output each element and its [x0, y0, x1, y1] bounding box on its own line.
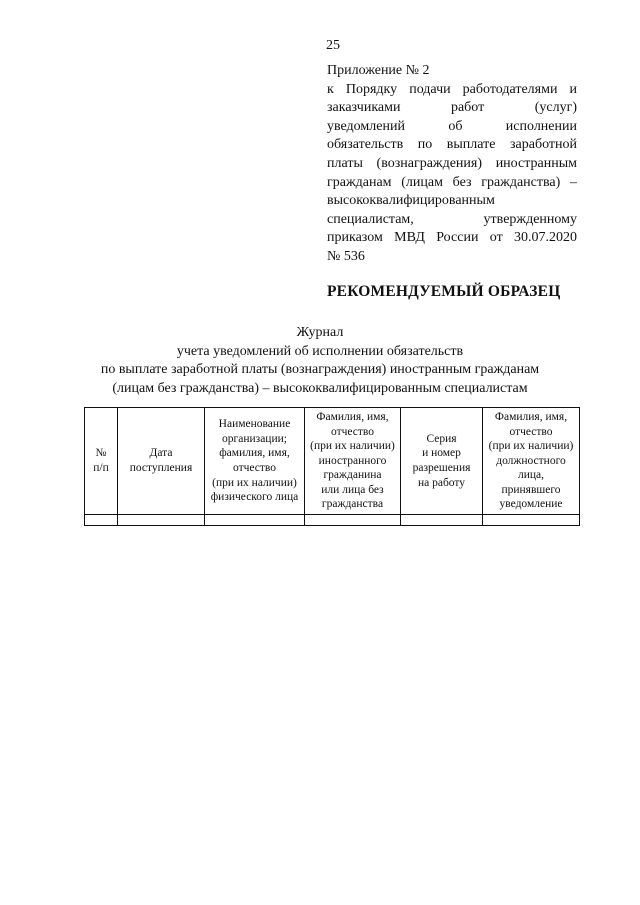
journal-subtitle-line: по выплате заработной платы (вознаграждения) иностранным гражданам — [100, 362, 540, 378]
table-cell — [401, 515, 483, 526]
table-cell — [305, 515, 401, 526]
annex-line: специалистам, утвержденному — [327, 211, 577, 227]
journal-subtitle-line: (лицам без гражданства) – высококвалифицированным специалистам — [112, 380, 528, 396]
annex-line: № 536 — [327, 248, 365, 264]
annex-line: к Порядку подачи работодателями и — [327, 81, 577, 97]
column-header-foreign-citizen: Фамилия, имя, отчество (при их наличии) иностранного гражданина или лица без гражданства — [305, 408, 401, 515]
journal-subtitle-line: учета уведомлений об исполнении обязательств — [176, 343, 464, 359]
annex-line: заказчиками работ (услуг) — [327, 100, 577, 116]
table-row — [85, 515, 580, 526]
recommended-sample-heading: РЕКОМЕНДУЕМЫЙ ОБРАЗЕЦ — [327, 283, 561, 300]
annex-line: приказом МВД России от 30.07.2020 — [327, 230, 577, 246]
column-header-official: Фамилия, имя, отчество (при их наличии) должностного лица, принявшего уведомление — [483, 408, 580, 515]
table-cell — [483, 515, 580, 526]
table-cell — [118, 515, 205, 526]
column-header-organization: Наименование организации; фамилия, имя, отчество (при их наличии) физического лица — [205, 408, 305, 515]
column-header-permit: Серия и номер разрешения на работу — [401, 408, 483, 515]
journal-heading — [0, 324, 640, 398]
annex-line: высококвалифицированным — [327, 193, 495, 209]
column-header-date: Дата поступления — [118, 408, 205, 515]
annex-line: гражданам (лицам без гражданства) – — [327, 174, 577, 190]
column-header-number: № п/п — [85, 408, 118, 515]
annex-line: платы (вознаграждения) иностранным — [327, 155, 577, 171]
annex-line: уведомлений об исполнении — [327, 118, 577, 134]
journal-table — [84, 407, 580, 526]
annex-reference — [327, 62, 577, 267]
table-cell — [205, 515, 305, 526]
annex-line: Приложение № 2 — [327, 63, 430, 78]
journal-title: Журнал — [296, 325, 344, 340]
table-cell — [85, 515, 118, 526]
annex-line: обязательств по выплате заработной — [327, 137, 577, 153]
page-number: 25 — [326, 38, 340, 53]
table-header-row — [85, 408, 580, 515]
